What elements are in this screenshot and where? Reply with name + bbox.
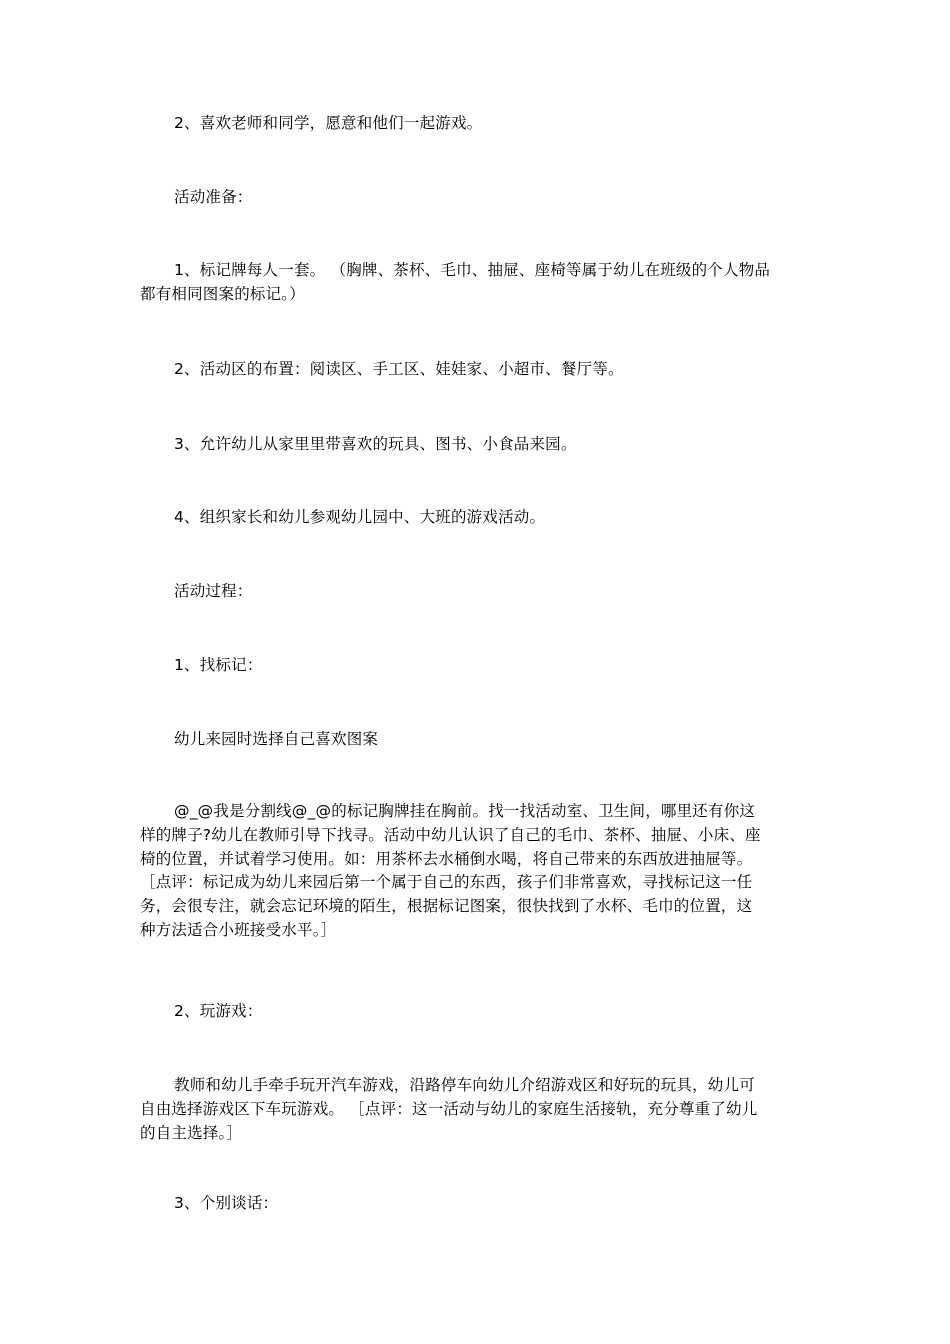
process-step-1-heading: 1、找标记： [174, 656, 263, 674]
paragraph-line: 样的牌子?幼儿在教师引导下找寻。活动中幼儿认识了自己的毛巾、茶杯、抽屉、小床、座 [140, 825, 761, 844]
prep-item-2: 2、活动区的布置：阅读区、手工区、娃娃家、小超市、餐厅等。 [174, 360, 624, 378]
paragraph-line: ［点评：标记成为幼儿来园后第一个属于自己的东西，孩子们非常喜欢，寻找标记这一任 [140, 873, 753, 892]
paragraph-line: 1、标记牌每人一套。 （胸牌、茶杯、毛巾、抽屉、座椅等属于幼儿在班级的个人物品 [174, 261, 771, 279]
section-heading-preparation: 活动准备： [174, 188, 253, 206]
find-markers-paragraph [140, 800, 820, 943]
goal-item-2: 2、喜欢老师和同学，愿意和他们一起游戏。 [174, 114, 483, 132]
prep-item-4: 4、组织家长和幼儿参观幼儿园中、大班的游戏活动。 [174, 508, 546, 526]
paragraph-line: @_@我是分割线@_@的标记胸牌挂在胸前。找一找活动室、卫生间，哪里还有你这 [174, 802, 756, 820]
process-step-1-text: 幼儿来园时选择自己喜欢图案 [174, 730, 379, 748]
process-step-2-heading: 2、玩游戏： [174, 1002, 263, 1020]
paragraph-line: 自由选择游戏区下车玩游戏。 ［点评：这一活动与幼儿的家庭生活接轨，充分尊重了幼儿 [140, 1099, 758, 1118]
process-step-3-heading: 3、个别谈话： [174, 1194, 279, 1212]
paragraph-line: 务，会很专注，就会忘记环境的陌生，根据标记图案，很快找到了水杯、毛巾的位置，这 [140, 897, 753, 916]
paragraph-line: 的自主选择。］ [140, 1123, 243, 1142]
paragraph-line: 都有相同图案的标记。） [140, 284, 305, 303]
paragraph-line: 教师和幼儿手牵手玩开汽车游戏，沿路停车向幼儿介绍游戏区和好玩的玩具，幼儿可 [174, 1076, 755, 1094]
paragraph-line: 椅的位置，并试着学习使用。如：用茶杯去水桶倒水喝，将自己带来的东西放进抽屉等。 [140, 849, 753, 868]
play-game-paragraph [140, 1074, 820, 1145]
prep-item-3: 3、允许幼儿从家里里带喜欢的玩具、图书、小食品来园。 [174, 435, 577, 453]
prep-item-1-paragraph [140, 259, 820, 307]
section-heading-process: 活动过程： [174, 582, 253, 600]
paragraph-line: 种方法适合小班接受水平。］ [140, 920, 337, 939]
